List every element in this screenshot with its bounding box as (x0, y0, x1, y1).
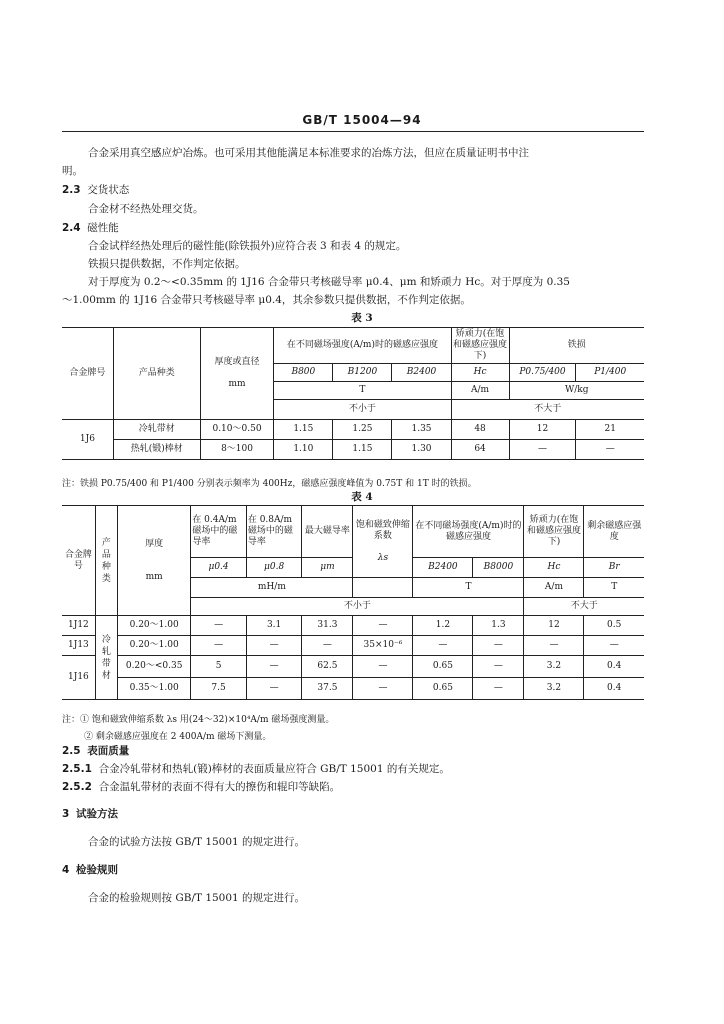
section-3-number: 3 (62, 808, 70, 820)
table4-cell-mum: 31.3 (302, 616, 353, 636)
table4-cell-mum: 37.5 (302, 678, 353, 700)
table4-sym-hc: Hc (524, 558, 584, 578)
table4-cell-mu08: — (246, 656, 302, 678)
table3-cell-hc: 64 (451, 440, 509, 460)
table4-note1: 注：① 饱和磁致伸缩系数 λs 用(24～32)×10⁴A/m 磁场强度测量。 (62, 715, 335, 725)
table3-cell-b800: 1.15 (274, 420, 333, 440)
table4-header-lambda (353, 506, 413, 578)
table4-cell-lambda: — (353, 656, 413, 678)
table4-header-product (95, 506, 117, 616)
table4-cell-mu04: 5 (191, 656, 247, 678)
table4-cell-br: — (584, 636, 644, 656)
table4-cell-b8000: — (473, 678, 524, 700)
section-2-5-title: 表面质量 (87, 745, 130, 757)
table3-header-thickness (200, 328, 274, 420)
table3-cell-size: 8～100 (200, 440, 274, 460)
table3-header-mm: mm (228, 379, 246, 389)
table3-cell-p1: 21 (576, 420, 644, 440)
table4-header-mm: mm (145, 571, 163, 582)
section-4-text: 合金的检验规则按 GB/T 15001 的规定进行。 (88, 892, 306, 904)
table4-cell-size: 0.20～1.00 (118, 616, 191, 636)
table4-cell-mu04: — (191, 636, 247, 656)
table4-cell-hc: 3.2 (524, 656, 584, 678)
table4-header-b8000: B8000 (473, 558, 524, 578)
table4-cell-hc: 3.2 (524, 678, 584, 700)
table4-header-b2400: B2400 (413, 558, 473, 578)
standard-number-header: GB/T 15004—94 (302, 113, 422, 127)
table4-sym-lambda: λs (377, 552, 389, 563)
table4-header-grade: 合金牌号 (62, 506, 95, 616)
table4-cell-mum: 62.5 (302, 656, 353, 678)
table4-cell-b2400: 0.65 (413, 656, 473, 678)
table4-cell-size: 0.20～1.00 (118, 636, 191, 656)
table4-sym-br: Br (584, 558, 644, 578)
section-3-title: 试验方法 (76, 808, 118, 820)
table3-header-loss: 铁损 (509, 328, 644, 364)
table-row (62, 678, 644, 700)
section-2-3-text: 合金材不经热处理交货。 (88, 203, 204, 215)
table4-header-coercive: 矫顽力(在饱和磁感应强度下) (524, 506, 584, 558)
section-3-heading (62, 807, 118, 821)
table4 (62, 505, 644, 700)
section-2-4-para3-line2: ～1.00mm 的 1J16 合金带只考核磁导率 μ0.4，其余参数只提供数据，不作判定依据。 (62, 294, 471, 306)
table3-header-b1200: B1200 (333, 364, 392, 382)
table3-note: 注：铁损 P0.75/400 和 P1/400 分别表示频率为 400Hz，磁感应强度峰值为 0.75T 和 1T 时的铁损。 (62, 479, 477, 489)
table4-unit-mhm: mH/m (191, 578, 353, 598)
table3-cell-product: 热轧(锻)棒材 (113, 440, 200, 460)
table4-header-thickness (118, 506, 191, 616)
table4-cell-mu08: — (246, 636, 302, 656)
table4-cell-hc: — (524, 636, 584, 656)
section-4-title: 检验规则 (76, 864, 118, 876)
table3-header-thickness-label: 厚度或直径 (214, 357, 260, 367)
section-2-5-2-number: 2.5.2 (62, 781, 92, 793)
section-2-5-1 (62, 762, 450, 776)
table3-cell-size: 0.10～0.50 (200, 420, 274, 440)
table3-cell-b1200: 1.15 (333, 440, 392, 460)
table4-unit-am: A/m (524, 578, 584, 598)
table4-cell-lambda: — (353, 678, 413, 700)
table4-cell-grade: 1J12 (62, 616, 95, 636)
table4-cell-br: 0.5 (584, 616, 644, 636)
paragraph-smelting-line1: 合金采用真空感应炉冶炼。也可采用其他能满足本标准要求的冶炼方法，但应在质量证明书中注 (88, 147, 529, 159)
table4-cell-b8000: 1.3 (473, 616, 524, 636)
table4-sym-mum: μm (302, 558, 353, 578)
table3-header-product: 产品种类 (113, 328, 200, 420)
table3-not-more: 不大于 (451, 400, 644, 420)
table4-header-product-label: 产品种类 (101, 537, 111, 584)
table-row (62, 636, 644, 656)
table3-header-p1: P1/400 (576, 364, 644, 382)
table3-cell-b2400: 1.30 (392, 440, 451, 460)
table4-cell-br: 0.4 (584, 656, 644, 678)
table4-product-label: 冷轧带材 (101, 634, 111, 681)
section-2-5-2 (62, 780, 340, 794)
section-2-5-number: 2.5 (62, 745, 81, 757)
table4-cell-mu04: 7.5 (191, 678, 247, 700)
table3-cell-hc: 48 (451, 420, 509, 440)
section-2-5-2-text: 合金温轧带材的表面不得有大的擦伤和辊印等缺陷。 (98, 781, 341, 793)
table3-header-p075: P0.75/400 (509, 364, 576, 382)
table4-unit-t2: T (584, 578, 644, 598)
table4-header-mu04: 在 0.4A/m 磁场中的磁导率 (191, 506, 247, 558)
table3-unit-wkg: W/kg (509, 382, 644, 400)
table-row (62, 656, 644, 678)
table4-cell-b2400: 1.2 (413, 616, 473, 636)
table3-cell-p1: — (576, 440, 644, 460)
table4-caption: 表 4 (351, 491, 373, 503)
table4-cell-mum: — (302, 636, 353, 656)
table4-cell-b8000: — (473, 656, 524, 678)
section-3-text: 合金的试验方法按 GB/T 15001 的规定进行。 (88, 836, 306, 848)
table4-sym-mu04: μ0.4 (191, 558, 247, 578)
table4-unit-t: T (413, 578, 524, 598)
section-4-heading (62, 863, 118, 877)
table4-cell-b2400: 0.65 (413, 678, 473, 700)
section-4-number: 4 (62, 864, 70, 876)
table3-header-induction-group: 在不同磁场强度(A/m)时的磁感应强度 (274, 328, 451, 364)
table4-header-induction-group: 在不同磁场强度(A/m)时的磁感应强度 (413, 506, 524, 558)
section-2-3-heading (62, 183, 129, 197)
table4-cell-br: 0.4 (584, 678, 644, 700)
table4-not-more: 不大于 (524, 598, 644, 616)
table3-grade: 1J6 (62, 420, 113, 460)
table3-cell-product: 冷轧带材 (113, 420, 200, 440)
table3-cell-b800: 1.10 (274, 440, 333, 460)
section-2-4-para1: 合金试样经热处理后的磁性能(除铁损外)应符合表 3 和表 4 的规定。 (88, 240, 407, 252)
table4-cell-b2400: — (413, 636, 473, 656)
table4-header-mum: 最大磁导率 (302, 506, 353, 558)
table3-caption: 表 3 (351, 312, 373, 324)
table3-header-hc: Hc (451, 364, 509, 382)
table4-note2: ② 剩余磁感应强度在 2 400A/m 磁场下测量。 (84, 732, 272, 742)
table4-cell-b8000: — (473, 636, 524, 656)
section-2-4-number: 2.4 (62, 222, 81, 234)
section-2-5-1-text: 合金冷轧带材和热轧(锻)棒材的表面质量应符合 GB/T 15001 的有关规定。 (98, 763, 450, 775)
table3-not-less: 不小于 (274, 400, 451, 420)
table4-cell-lambda: — (353, 616, 413, 636)
table-row (62, 616, 644, 636)
table4-cell-grade: 1J16 (62, 656, 95, 700)
section-2-5-1-number: 2.5.1 (62, 763, 92, 775)
table4-cell-mu08: 3.1 (246, 616, 302, 636)
table3-header-grade: 合金牌号 (62, 328, 113, 420)
paragraph-smelting-line2: 明。 (62, 165, 83, 177)
table4-not-less: 不小于 (191, 598, 524, 616)
table4-unit-lambda-blank (353, 578, 413, 598)
table4-cell-size: 0.20～<0.35 (118, 656, 191, 678)
table3-unit-am: A/m (451, 382, 509, 400)
section-2-3-number: 2.3 (62, 184, 81, 196)
section-2-5-heading (62, 744, 129, 758)
section-2-4-para2: 铁损只提供数据，不作判定依据。 (88, 258, 246, 270)
table4-cell-lambda: 35×10⁻⁶ (353, 636, 413, 656)
section-2-3-title: 交货状态 (87, 184, 130, 196)
table-row (62, 440, 644, 460)
header-rule (62, 131, 644, 132)
table4-cell-mu04: — (191, 616, 247, 636)
table-row (62, 420, 644, 440)
table4-sym-mu08: μ0.8 (246, 558, 302, 578)
table3-header-b2400: B2400 (392, 364, 451, 382)
table3-cell-b1200: 1.25 (333, 420, 392, 440)
table4-header-mu08: 在 0.8A/m 磁场中的磁导率 (246, 506, 302, 558)
table4-cell-hc: 12 (524, 616, 584, 636)
table4-cell-product (95, 616, 117, 700)
table4-header-lambda-label: 饱和磁致伸缩系数 (355, 519, 410, 541)
table3-header-b800: B800 (274, 364, 333, 382)
table4-header-thickness-label: 厚度 (145, 538, 164, 549)
table4-cell-size: 0.35～1.00 (118, 678, 191, 700)
table3-header-coercive: 矫顽力(在饱和磁感应强度下) (451, 328, 509, 364)
table4-cell-grade: 1J13 (62, 636, 95, 656)
table4-cell-mu08: — (246, 678, 302, 700)
section-2-4-title: 磁性能 (87, 222, 119, 234)
table3-unit-t: T (274, 382, 451, 400)
table4-header-br: 剩余磁感应强度 (584, 506, 644, 558)
section-2-4-para3-line1: 对于厚度为 0.2～<0.35mm 的 1J16 合金带只考核磁导率 μ0.4、μm 和矫顽力 Hc。对于厚度为 0.35 (88, 276, 570, 288)
section-2-4-heading (62, 221, 119, 235)
table3 (62, 327, 644, 460)
table3-cell-p075: — (509, 440, 576, 460)
table3-cell-p075: 12 (509, 420, 576, 440)
table3-cell-b2400: 1.35 (392, 420, 451, 440)
